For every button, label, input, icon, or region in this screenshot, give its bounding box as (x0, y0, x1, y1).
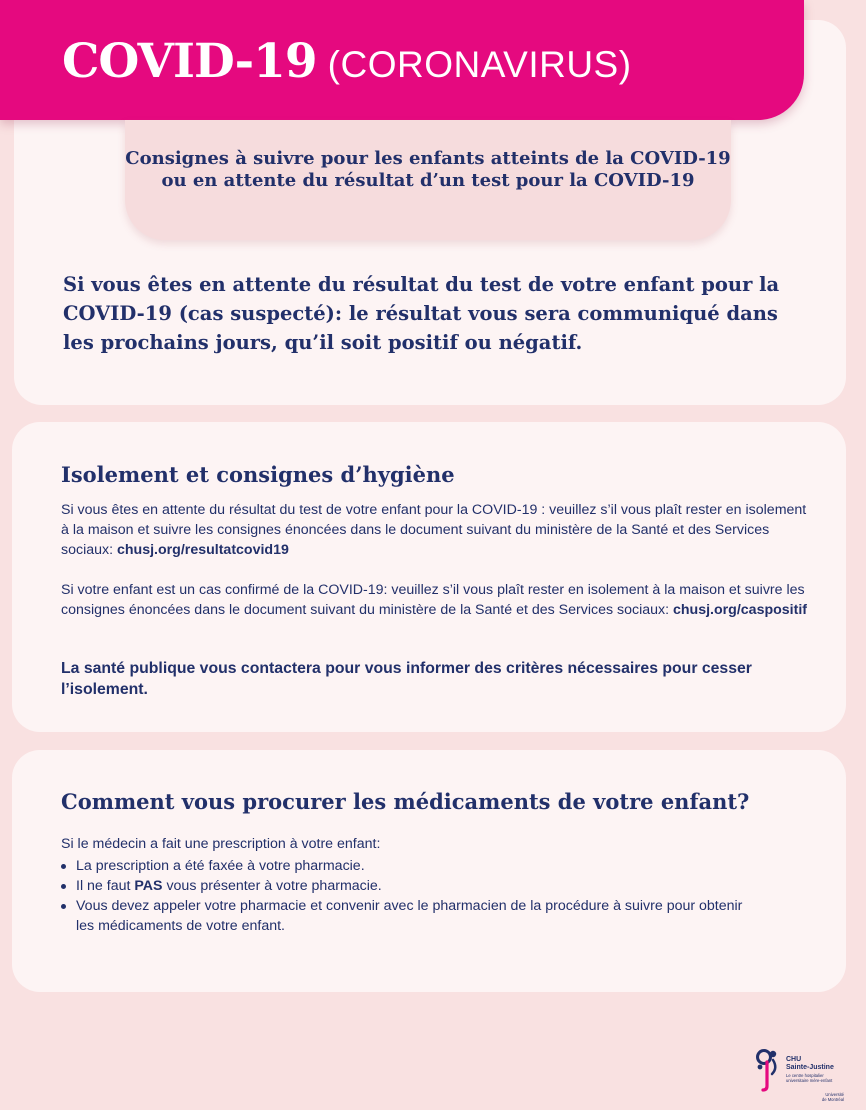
list-item (59, 876, 759, 896)
medication-title: Comment vous procurer les médicaments de votre enfant? (61, 789, 750, 814)
lead-paragraph: Si vous êtes en attente du résultat du test de votre enfant pour la COVID-19 (cas suspecté): le résultat vous sera communiqué dans les prochains jours, qu’il soit positif ou négatif. (63, 273, 780, 354)
isolation-paragraph-suspected (61, 500, 811, 560)
public-health-notice: La santé publique vous contactera pour vous informer des critères nécessaires pour cesser l’isolement. (61, 660, 752, 698)
isolation-title: Isolement et consignes d’hygiène (61, 462, 455, 487)
bullet-3-text: Vous devez appeler votre pharmacie et convenir avec le pharmacien de la procédure à suivre pour obtenir les médicaments de votre enfant. (76, 898, 743, 934)
title-sub: (CORONAVIRUS) (327, 44, 632, 85)
title-main: COVID-19 (62, 34, 317, 89)
logo-university: Université de Montréal (821, 1092, 844, 1102)
logo-name: CHU Sainte-Justine (786, 1056, 834, 1071)
bullet-1-text: La prescription a été faxée à votre pharmacie. (76, 858, 365, 874)
subtitle-box (125, 120, 731, 240)
page-subtitle: Consignes à suivre pour les enfants atteints de la COVID-19 ou en attente du résultat d’un test pour la COVID-19 (125, 148, 731, 191)
link-caspositif[interactable]: chusj.org/caspositif (673, 602, 808, 618)
chu-logo-icon (754, 1048, 782, 1092)
list-item (59, 896, 759, 936)
isolation-paragraph-confirmed (61, 580, 811, 620)
isolation-p2-text: Si votre enfant est un cas confirmé de la COVID-19: veuillez s’il vous plaît rester en isolement à la maison et suivre les consignes énoncées dans le document suivant du ministère de la Santé et des Services sociaux: (61, 582, 805, 618)
page-title (62, 34, 632, 89)
bullet-2-before: Il ne faut (76, 878, 135, 894)
bullet-2-emphasis: PAS (134, 878, 163, 894)
chu-sainte-justine-logo (752, 1046, 852, 1106)
list-item (59, 856, 759, 876)
isolation-p1-text: Si vous êtes en attente du résultat du test de votre enfant pour la COVID-19 : veuillez s’il vous plaît rester en isolement à la maison et suivre les consignes énoncées dans le document suivant du ministère de la Santé et des Services sociaux: (61, 502, 807, 558)
link-resultatcovid19[interactable]: chusj.org/resultatcovid19 (117, 542, 289, 558)
bullet-2-after: vous présenter à votre pharmacie. (162, 878, 382, 894)
logo-tagline: Le centre hospitalier universitaire mère-enfant (786, 1073, 833, 1083)
medication-intro: Si le médecin a fait une prescription à votre enfant: (61, 836, 381, 852)
medication-list (59, 856, 759, 936)
title-banner (0, 0, 804, 120)
